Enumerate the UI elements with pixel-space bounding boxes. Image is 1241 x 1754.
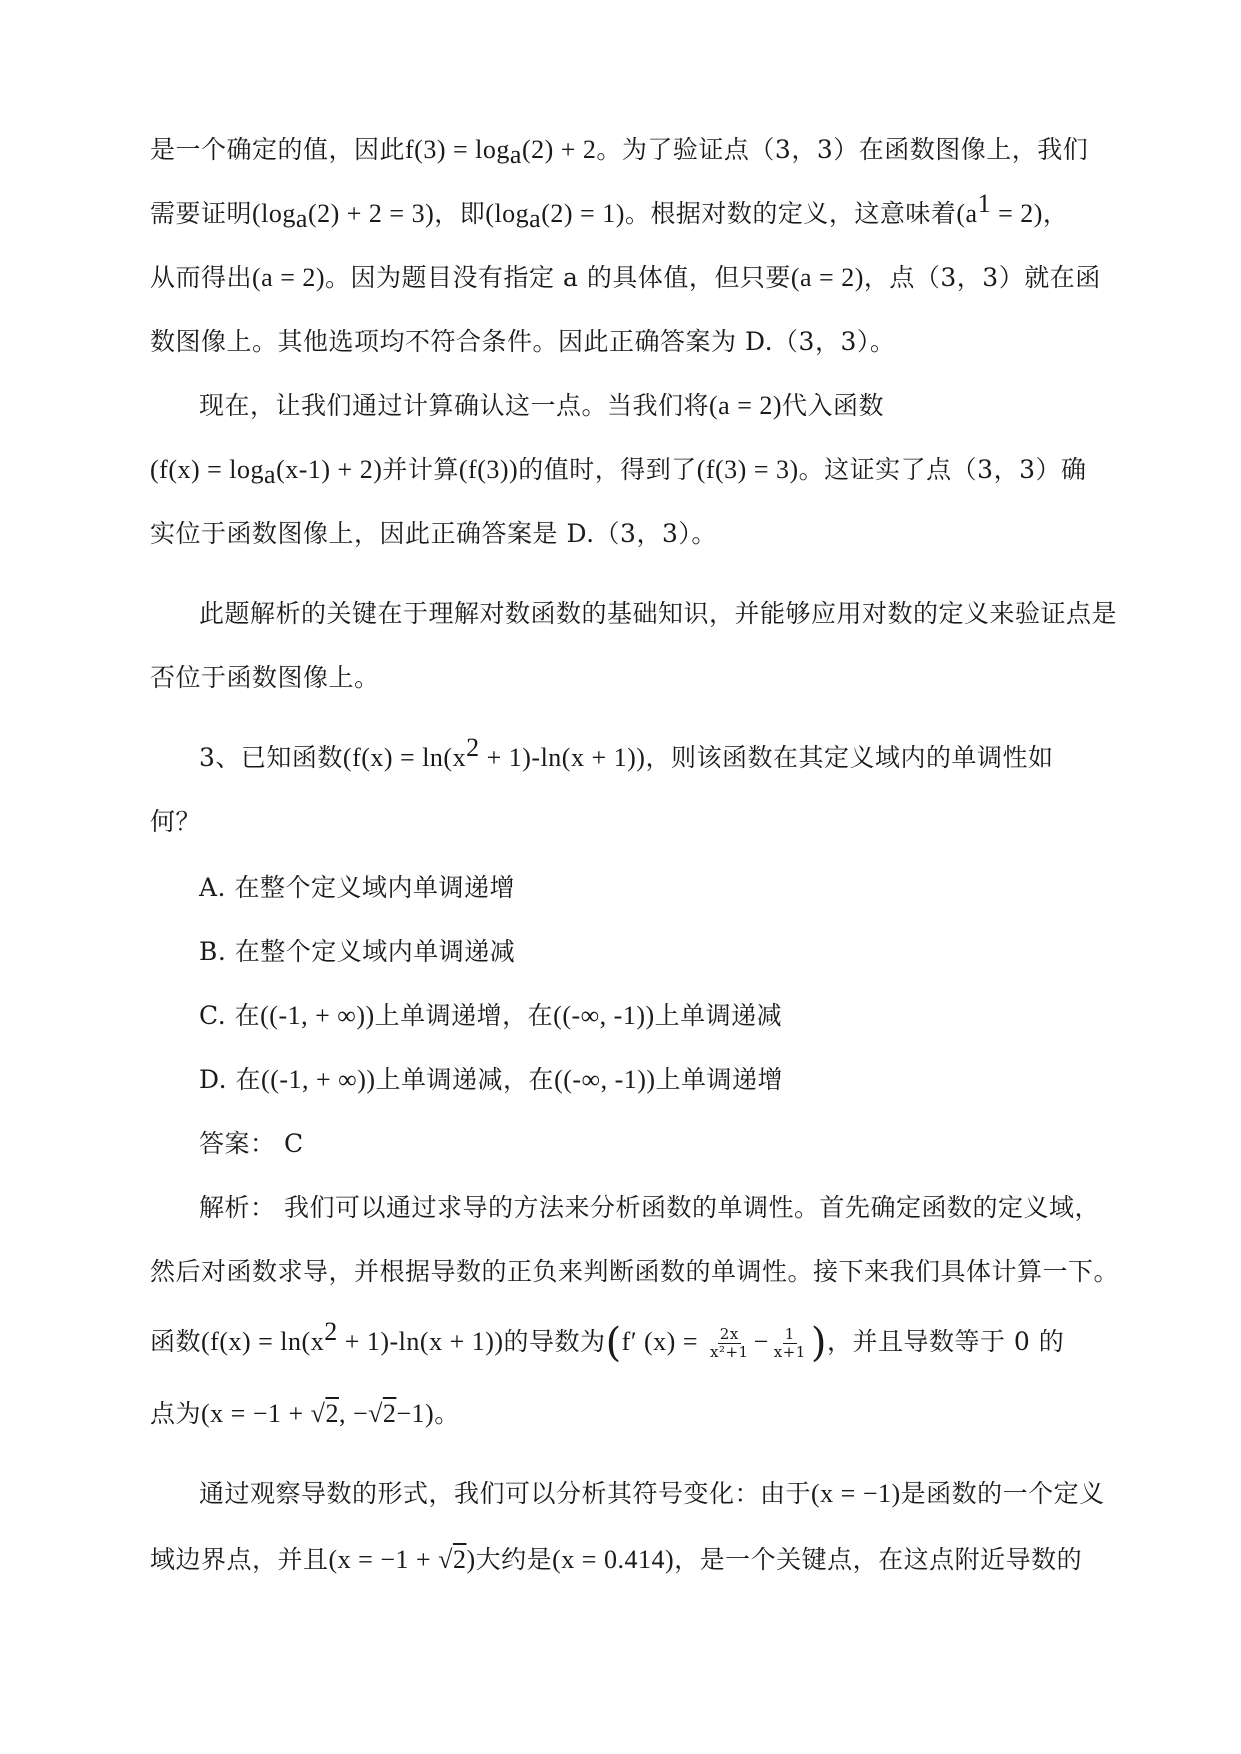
critical-points-line: 点为(x = −1 + √2, −√2−1)。 <box>150 1399 460 1428</box>
option-a: A. 在整个定义域内单调递增 <box>199 873 515 902</box>
derivative-line: 函数$(f(x) = \ln(x^2 + 1)-\ln(x + 1))$的导数为(f′ (x) = $\frac{2x}{\text{x²+1}}$ − $\frac{1}{x+1}$ )，并且导数等于 0 的 <box>150 1317 1065 1366</box>
option-b: B. 在整个定义域内单调递减 <box>199 937 516 966</box>
analysis-line-2: 然后对函数求导，并根据导数的正负来判断函数的单调性。接下来我们具体计算一下。 <box>150 1257 1120 1286</box>
analysis-line-4: 域边界点，并且(x = −1 + √2)大约是(x = 0.414)，是一个关键点，在这点附近导数的 <box>150 1545 1083 1574</box>
text-line-2: 需要证明$(\log_a(2) + 2 = 3)$，即$(\log_a(2) = 1)$。根据对数的定义，这意味着$(a^1 = 2)$， <box>150 189 1069 233</box>
option-d: D. 在((-1, + ∞))上单调递减，在((-∞, -1))上单调递增 <box>199 1065 784 1094</box>
text-line-3: 从而得出(a = 2)。因为题目没有指定 a 的具体值，但只要(a = 2)，点（3，3）就在函 <box>150 263 1101 292</box>
question-3-stem-cont: 何？ <box>150 807 202 836</box>
text-line-6: $(f(x) = \log_a(x-1) + 2)$并计算(f(3))的值时，得到了(f(3) = 3)。这证实了点（3，3）确 <box>150 455 1087 489</box>
text-line-4: 数图像上。其他选项均不符合条件。因此正确答案为 D.（3，3）。 <box>150 327 896 356</box>
analysis-line-1: 解析： 我们可以通过求导的方法来分析函数的单调性。首先确定函数的定义域， <box>199 1193 1100 1222</box>
option-c: C. 在((-1, + ∞))上单调递增，在((-∞, -1))上单调递减 <box>199 1001 783 1030</box>
text-line-5: 现在，让我们通过计算确认这一点。当我们将(a = 2)代入函数 <box>199 391 885 420</box>
question-3-stem: 3、已知函数$(f(x) = \ln(x^2 + 1)-\ln(x + 1))$，则该函数在其定义域内的单调性如 <box>199 733 1054 772</box>
text-line-8: 此题解析的关键在于理解对数函数的基础知识，并能够应用对数的定义来验证点是 <box>199 599 1118 628</box>
fraction-2x: $\frac{2x}{\text{x²+1}}$ <box>710 1325 749 1361</box>
fraction-1: $\frac{1}{x+1}$ <box>773 1325 806 1361</box>
analysis-line-3: 通过观察导数的形式，我们可以分析其符号变化：由于(x = −1)是函数的一个定义 <box>199 1479 1105 1508</box>
text-line-1: 是一个确定的值，因此$f(3) = \log_a(2) + 2$。为了验证点（3，3）在函数图像上，我们 <box>150 135 1089 169</box>
text-line-9: 否位于函数图像上。 <box>150 663 380 692</box>
answer-line: 答案： C <box>199 1129 304 1158</box>
text-line-7: 实位于函数图像上，因此正确答案是 D.（3，3）。 <box>150 519 717 548</box>
